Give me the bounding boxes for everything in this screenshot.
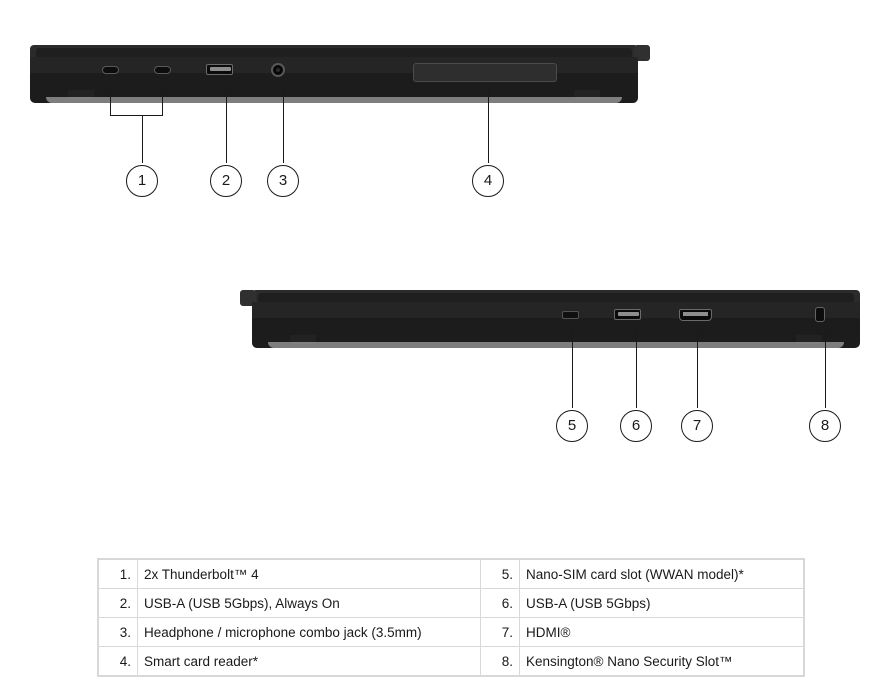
leader-line-1 bbox=[142, 115, 143, 163]
leader-line-3 bbox=[283, 82, 284, 163]
legend-label: Smart card reader* bbox=[138, 647, 481, 676]
nano-sim-card-slot bbox=[562, 311, 579, 319]
legend-label: USB-A (USB 5Gbps), Always On bbox=[138, 589, 481, 618]
legend-number: 6. bbox=[481, 589, 520, 618]
laptop-base bbox=[252, 302, 860, 344]
leader-line-7 bbox=[697, 328, 698, 408]
legend-number: 1. bbox=[99, 560, 138, 589]
legend-number: 5. bbox=[481, 560, 520, 589]
leader-line-1-bracket bbox=[110, 115, 163, 116]
table-row bbox=[99, 589, 804, 618]
leader-line-1a bbox=[110, 82, 111, 116]
callout-2[interactable]: 2 bbox=[210, 165, 242, 197]
callout-4[interactable]: 4 bbox=[472, 165, 504, 197]
smart-card-reader-slot bbox=[413, 63, 557, 82]
laptop-base-shadow bbox=[268, 342, 844, 348]
legend-label: 2x Thunderbolt™ 4 bbox=[138, 560, 481, 589]
port-legend-table bbox=[97, 558, 805, 677]
headphone-combo-jack bbox=[271, 63, 285, 77]
legend-number: 3. bbox=[99, 618, 138, 647]
callout-8[interactable]: 8 bbox=[809, 410, 841, 442]
laptop-lid-inner bbox=[258, 293, 854, 302]
legend-label: Nano-SIM card slot (WWAN model)* bbox=[520, 560, 804, 589]
legend-number: 2. bbox=[99, 589, 138, 618]
usb-a-always-on-port bbox=[206, 64, 233, 75]
legend-label: USB-A (USB 5Gbps) bbox=[520, 589, 804, 618]
legend-number: 4. bbox=[99, 647, 138, 676]
legend-label: Kensington® Nano Security Slot™ bbox=[520, 647, 804, 676]
callout-7[interactable]: 7 bbox=[681, 410, 713, 442]
thunderbolt-port-2 bbox=[154, 66, 171, 74]
thunderbolt-port-1 bbox=[102, 66, 119, 74]
callout-3[interactable]: 3 bbox=[267, 165, 299, 197]
legend-label: HDMI® bbox=[520, 618, 804, 647]
laptop-base-shadow bbox=[46, 97, 622, 103]
leader-line-8 bbox=[825, 328, 826, 408]
table-row bbox=[99, 647, 804, 676]
laptop-left-side-view bbox=[30, 45, 638, 110]
callout-5[interactable]: 5 bbox=[556, 410, 588, 442]
leader-line-4 bbox=[488, 82, 489, 163]
usb-a-port bbox=[614, 309, 641, 320]
callout-6[interactable]: 6 bbox=[620, 410, 652, 442]
leader-line-2 bbox=[226, 82, 227, 163]
leader-line-6 bbox=[636, 328, 637, 408]
table-row bbox=[99, 560, 804, 589]
laptop-right-side-view bbox=[252, 290, 860, 355]
laptop-lid-inner bbox=[36, 48, 632, 57]
legend-label: Headphone / microphone combo jack (3.5mm) bbox=[138, 618, 481, 647]
kensington-nano-security-slot bbox=[815, 307, 825, 322]
callout-1[interactable]: 1 bbox=[126, 165, 158, 197]
legend-number: 8. bbox=[481, 647, 520, 676]
table-row bbox=[99, 618, 804, 647]
leader-line-5 bbox=[572, 328, 573, 408]
legend-number: 7. bbox=[481, 618, 520, 647]
leader-line-1b bbox=[162, 82, 163, 116]
hdmi-port bbox=[679, 309, 712, 321]
